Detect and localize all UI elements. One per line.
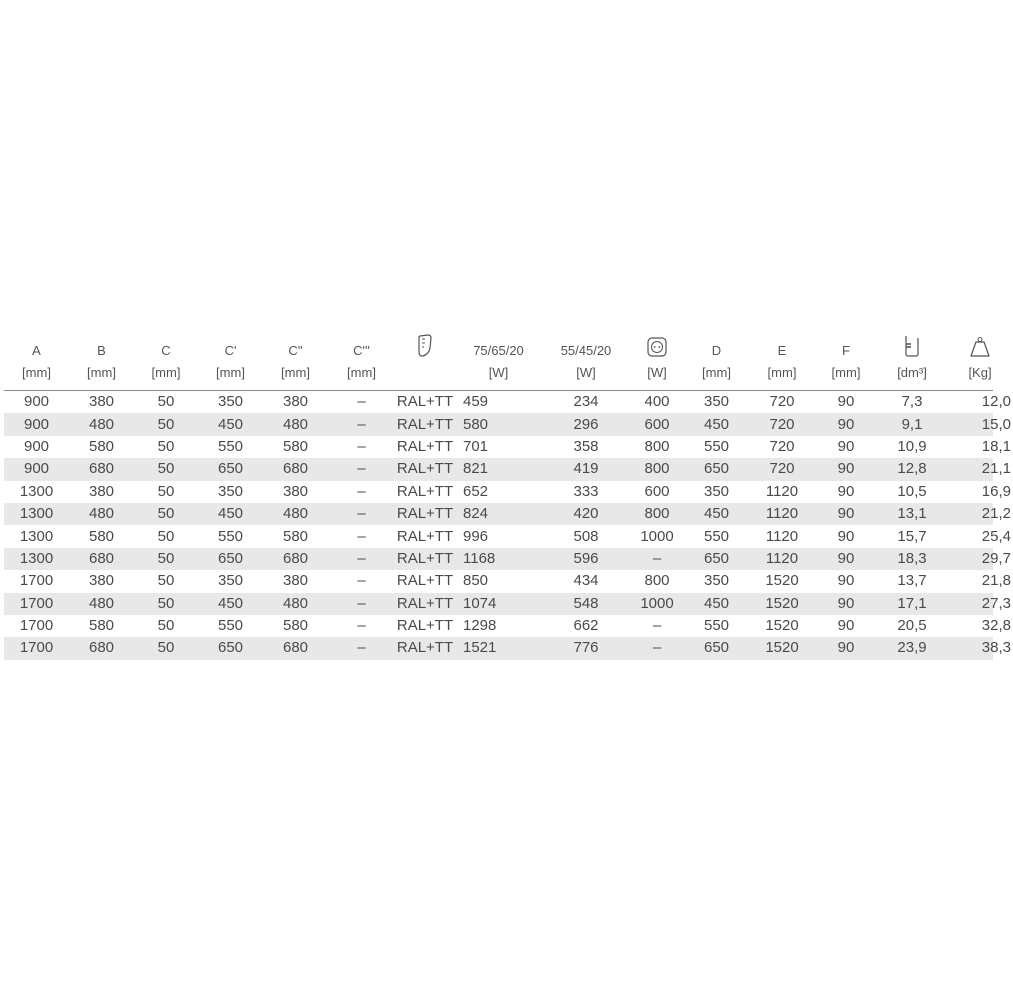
cell-c3: –	[357, 437, 366, 455]
cell-a: 900	[23, 415, 50, 433]
cell-c2: 580	[282, 527, 309, 545]
unit-c3: [mm]	[347, 365, 376, 380]
cell-f: 90	[837, 460, 855, 478]
cell-w55: 776	[573, 639, 599, 657]
weight-icon	[947, 328, 1013, 364]
radiator-icon	[395, 328, 455, 364]
cell-w75: 1168	[463, 549, 496, 567]
cell-volume: 18,3	[897, 549, 927, 567]
cell-c1: 650	[217, 460, 244, 478]
cell-w55: 358	[573, 437, 599, 455]
cell-weight: 21,2	[981, 505, 1011, 523]
cell-volume: 10,9	[897, 437, 927, 455]
cell-b: 680	[88, 639, 115, 657]
cell-electric: 800	[644, 437, 670, 455]
cell-volume: 12,8	[897, 460, 927, 478]
cell-weight: 12,0	[981, 393, 1011, 411]
cell-a: 1700	[19, 594, 54, 612]
unit-c1: [mm]	[216, 365, 245, 380]
cell-finish: RAL+TT	[396, 505, 454, 523]
cell-electric: 800	[644, 505, 670, 523]
cell-electric: 400	[644, 393, 670, 411]
cell-a: 1300	[19, 505, 54, 523]
cell-e: 1120	[765, 482, 799, 500]
cell-electric: –	[652, 549, 662, 567]
cell-w55: 596	[573, 549, 599, 567]
cell-c: 50	[157, 527, 175, 545]
cell-a: 1700	[19, 639, 54, 657]
cell-c1: 450	[217, 594, 244, 612]
cell-w55: 296	[573, 415, 599, 433]
table-row	[4, 391, 1011, 413]
cell-a: 900	[23, 437, 50, 455]
unit-w75: [W]	[488, 365, 509, 380]
unit-volume: [dm³]	[897, 365, 927, 380]
cell-c: 50	[157, 617, 175, 635]
cell-c: 50	[157, 415, 175, 433]
cell-c2: 480	[282, 505, 309, 523]
cell-w75: 580	[463, 415, 489, 433]
col-header-w75: 75/65/20	[473, 343, 524, 358]
cell-electric: 600	[644, 415, 670, 433]
cell-c3: –	[357, 415, 366, 433]
cell-e: 720	[769, 415, 795, 433]
cell-c1: 650	[217, 549, 244, 567]
cell-volume: 9,1	[901, 415, 923, 433]
cell-b: 480	[88, 415, 115, 433]
unit-w55: [W]	[576, 365, 596, 380]
col-header-c3: C'''	[353, 343, 370, 358]
cell-c1: 650	[217, 639, 244, 657]
cell-c: 50	[157, 393, 175, 411]
cell-c: 50	[157, 549, 175, 567]
cell-volume: 20,5	[897, 617, 927, 635]
cell-d: 350	[703, 572, 730, 590]
col-header-b: B	[97, 343, 106, 358]
cell-electric: 600	[644, 482, 670, 500]
unit-electric: [W]	[647, 365, 667, 380]
cell-w75: 701	[463, 437, 489, 455]
cell-b: 480	[88, 594, 115, 612]
cell-b: 580	[88, 437, 115, 455]
col-header-w55: 55/45/20	[560, 343, 612, 358]
cell-f: 90	[837, 415, 855, 433]
cell-volume: 13,1	[897, 505, 927, 523]
cell-electric: –	[652, 617, 662, 635]
cell-c: 50	[157, 594, 175, 612]
cell-e: 1120	[765, 549, 799, 567]
cell-finish: RAL+TT	[396, 393, 454, 411]
cell-c: 50	[157, 482, 175, 500]
cell-w55: 419	[573, 460, 599, 478]
table-row	[4, 436, 1011, 458]
cell-w75: 821	[463, 460, 489, 478]
cell-d: 550	[703, 617, 730, 635]
cell-c2: 680	[282, 549, 309, 567]
cell-c2: 680	[282, 639, 309, 657]
cell-a: 900	[23, 393, 50, 411]
cell-e: 1120	[765, 505, 799, 523]
cell-a: 1300	[19, 482, 54, 500]
cell-a: 1300	[19, 549, 54, 567]
electric-socket-icon	[630, 328, 684, 364]
cell-electric: 800	[644, 572, 670, 590]
col-header-c1: C'	[224, 343, 237, 358]
cell-d: 550	[703, 527, 730, 545]
unit-c: [mm]	[151, 365, 181, 380]
cell-c: 50	[157, 460, 175, 478]
cell-f: 90	[837, 639, 855, 657]
cell-c2: 380	[282, 393, 309, 411]
cell-c1: 350	[217, 572, 244, 590]
unit-f: [mm]	[831, 365, 861, 380]
cell-w75: 1521	[463, 639, 497, 657]
cell-f: 90	[837, 393, 855, 411]
cell-w75: 996	[463, 527, 489, 545]
cell-e: 1120	[765, 527, 799, 545]
cell-c2: 380	[282, 482, 309, 500]
cell-e: 1520	[765, 617, 799, 635]
cell-c3: –	[357, 460, 366, 478]
unit-finish	[395, 364, 455, 365]
cell-c1: 350	[217, 482, 244, 500]
cell-electric: –	[652, 639, 662, 657]
cell-a: 1300	[19, 527, 54, 545]
header-row	[4, 328, 993, 364]
table-row	[4, 458, 1011, 480]
cell-weight: 27,3	[981, 594, 1011, 612]
cell-volume: 10,5	[897, 482, 927, 500]
table-body	[4, 391, 1011, 660]
cell-finish: RAL+TT	[396, 482, 454, 500]
cell-w75: 459	[463, 393, 489, 411]
cell-finish: RAL+TT	[396, 415, 454, 433]
cell-c3: –	[357, 549, 366, 567]
cell-b: 380	[88, 393, 115, 411]
cell-f: 90	[837, 482, 855, 500]
cell-d: 450	[703, 505, 730, 523]
col-header-a: A	[32, 343, 41, 358]
cell-w55: 548	[573, 594, 599, 612]
cell-c3: –	[357, 594, 366, 612]
cell-b: 680	[88, 460, 115, 478]
cell-c: 50	[157, 639, 175, 657]
cell-d: 550	[703, 437, 730, 455]
cell-c2: 480	[282, 594, 309, 612]
cell-volume: 23,9	[897, 639, 927, 657]
cell-c1: 350	[217, 393, 244, 411]
table-row	[4, 413, 1011, 435]
table-row	[4, 593, 1011, 615]
cell-f: 90	[837, 549, 855, 567]
cell-w55: 508	[573, 527, 599, 545]
cell-c1: 550	[217, 527, 244, 545]
cell-finish: RAL+TT	[396, 639, 454, 657]
cell-weight: 18,1	[981, 437, 1011, 455]
cell-c2: 580	[282, 437, 309, 455]
table-row	[4, 548, 1011, 570]
col-header-f: F	[842, 343, 850, 358]
cell-c2: 480	[282, 415, 309, 433]
cell-electric: 1000	[640, 594, 674, 612]
table-row	[4, 481, 1011, 503]
cell-weight: 16,9	[981, 482, 1011, 500]
cell-weight: 15,0	[981, 415, 1011, 433]
unit-d: [mm]	[702, 365, 731, 380]
cell-w75: 1074	[463, 594, 497, 612]
cell-weight: 32,8	[981, 617, 1011, 635]
cell-weight: 29,7	[981, 549, 1011, 567]
table-row	[4, 503, 1011, 525]
cell-b: 480	[88, 505, 115, 523]
cell-volume: 15,7	[897, 527, 927, 545]
unit-a: [mm]	[22, 365, 51, 380]
cell-finish: RAL+TT	[396, 437, 454, 455]
cell-w75: 652	[463, 482, 489, 500]
unit-c2: [mm]	[281, 365, 310, 380]
cell-electric: 800	[644, 460, 670, 478]
cell-volume: 17,1	[897, 594, 927, 612]
cell-weight: 21,8	[981, 572, 1011, 590]
col-header-d: D	[711, 343, 722, 358]
cell-c: 50	[157, 572, 175, 590]
cell-c3: –	[357, 482, 366, 500]
cell-w55: 420	[573, 505, 599, 523]
cell-c2: 680	[282, 460, 309, 478]
cell-weight: 38,3	[981, 639, 1011, 657]
cell-b: 680	[88, 549, 115, 567]
cell-c1: 450	[217, 505, 244, 523]
cell-e: 1520	[765, 639, 799, 657]
cell-finish: RAL+TT	[396, 594, 454, 612]
cell-f: 90	[837, 527, 855, 545]
cell-a: 1700	[19, 572, 54, 590]
cell-volume: 13,7	[897, 572, 927, 590]
cell-d: 350	[703, 482, 730, 500]
water-volume-icon	[877, 328, 947, 364]
col-header-e: E	[777, 343, 787, 358]
cell-volume: 7,3	[901, 393, 923, 411]
cell-w75: 850	[463, 572, 489, 590]
table-row	[4, 525, 1011, 547]
cell-c3: –	[357, 572, 366, 590]
cell-f: 90	[837, 572, 855, 590]
cell-c: 50	[157, 505, 175, 523]
cell-d: 450	[703, 415, 730, 433]
cell-c1: 450	[217, 415, 244, 433]
cell-f: 90	[837, 594, 855, 612]
cell-electric: 1000	[640, 527, 674, 545]
cell-d: 450	[703, 594, 730, 612]
cell-d: 650	[703, 639, 730, 657]
cell-w55: 662	[573, 617, 599, 635]
cell-c1: 550	[217, 437, 244, 455]
cell-a: 1700	[19, 617, 54, 635]
cell-e: 720	[769, 393, 795, 411]
cell-w55: 333	[573, 482, 599, 500]
cell-weight: 21,1	[981, 460, 1011, 478]
cell-b: 580	[88, 527, 115, 545]
cell-f: 90	[837, 617, 855, 635]
cell-c3: –	[357, 527, 366, 545]
cell-d: 350	[703, 393, 730, 411]
col-header-c2: C''	[288, 343, 303, 358]
cell-finish: RAL+TT	[396, 572, 454, 590]
cell-w75: 824	[463, 505, 489, 523]
cell-d: 650	[703, 549, 730, 567]
cell-w55: 434	[573, 572, 599, 590]
cell-finish: RAL+TT	[396, 460, 454, 478]
cell-c3: –	[357, 393, 366, 411]
cell-f: 90	[837, 505, 855, 523]
cell-w75: 1298	[463, 617, 497, 635]
cell-c2: 380	[282, 572, 309, 590]
cell-w55: 234	[573, 393, 599, 411]
cell-finish: RAL+TT	[396, 617, 454, 635]
cell-a: 900	[23, 460, 50, 478]
col-header-c: C	[161, 343, 171, 358]
table-row	[4, 615, 1011, 637]
cell-c3: –	[357, 505, 366, 523]
cell-e: 720	[769, 437, 795, 455]
cell-c: 50	[157, 437, 175, 455]
cell-e: 1520	[765, 594, 799, 612]
cell-f: 90	[837, 437, 855, 455]
cell-b: 380	[88, 482, 115, 500]
cell-e: 720	[769, 460, 795, 478]
cell-c3: –	[357, 639, 366, 657]
cell-finish: RAL+TT	[396, 527, 454, 545]
cell-weight: 25,4	[981, 527, 1011, 545]
cell-e: 1520	[765, 572, 799, 590]
table-row	[4, 637, 1011, 659]
unit-weight: [Kg]	[968, 365, 992, 380]
cell-b: 380	[88, 572, 115, 590]
unit-row	[4, 364, 993, 391]
cell-c3: –	[357, 617, 366, 635]
cell-c2: 580	[282, 617, 309, 635]
unit-e: [mm]	[767, 365, 797, 380]
cell-d: 650	[703, 460, 730, 478]
unit-b: [mm]	[87, 365, 116, 380]
cell-finish: RAL+TT	[396, 549, 454, 567]
cell-b: 580	[88, 617, 115, 635]
spec-table	[4, 328, 1011, 660]
table-row	[4, 570, 1011, 592]
cell-c1: 550	[217, 617, 244, 635]
